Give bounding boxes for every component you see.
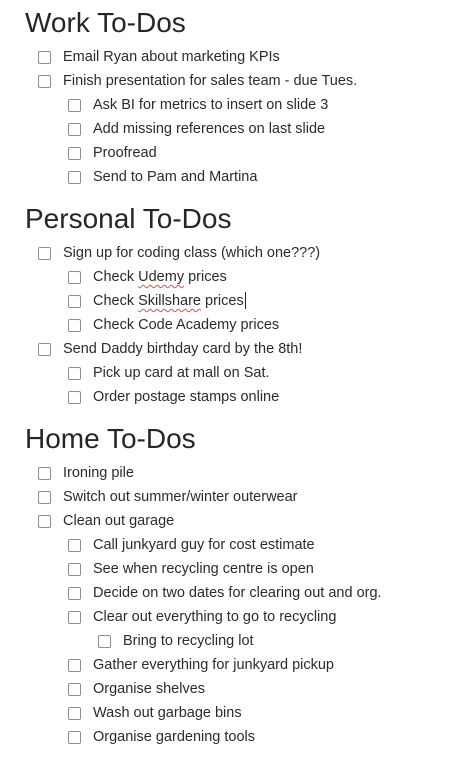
misspelled-word: Skillshare [138,293,201,309]
todo-label[interactable]: Add missing references on last slide [93,121,326,137]
todo-checkbox[interactable] [68,99,81,112]
todo-checkbox[interactable] [68,147,81,160]
todo-checkbox[interactable] [68,611,81,624]
todo-label[interactable]: Organise shelves [93,681,206,697]
todo-subitem [68,93,328,117]
todo-checkbox[interactable] [38,491,51,504]
todo-subitem [68,533,315,557]
todo-subitem [68,581,382,605]
todo-subitem [68,385,279,409]
label-suffix: prices [201,293,244,309]
todo-checkbox[interactable] [68,563,81,576]
todo-checkbox[interactable] [38,247,51,260]
todo-checkbox[interactable] [38,467,51,480]
todo-checkbox[interactable] [68,367,81,380]
todo-checkbox[interactable] [68,539,81,552]
todo-subitem [68,313,279,337]
todo-label[interactable]: Call junkyard guy for cost estimate [93,537,315,553]
todo-label[interactable]: Finish presentation for sales team - due Tues. [63,73,358,89]
todo-checkbox[interactable] [68,171,81,184]
todo-subitem [68,265,227,289]
todo-label[interactable]: Decide on two dates for clearing out and org. [93,585,382,601]
todo-subitem [68,557,314,581]
todo-label[interactable]: Pick up card at mall on Sat. [93,365,270,381]
todo-checkbox[interactable] [68,391,81,404]
todo-label[interactable]: Email Ryan about marketing KPIs [63,49,280,65]
todo-label[interactable]: Clean out garage [63,513,175,529]
todo-checkbox[interactable] [98,635,111,648]
todo-subitem [68,605,336,629]
todo-subitem [68,653,334,677]
label-prefix: Check [93,293,139,309]
todo-item [38,69,357,93]
todo-subitem [68,117,325,141]
todo-label[interactable]: See when recycling centre is open [93,561,314,577]
todo-item [38,241,320,265]
todo-label[interactable]: Send to Pam and Martina [93,169,258,185]
todo-label[interactable]: Wash out garbage bins [93,705,242,721]
todo-item [38,45,280,69]
todo-checkbox[interactable] [68,123,81,136]
label-prefix: Check [93,269,139,285]
todo-label[interactable]: Clear out everything to go to recycling [93,609,337,625]
todo-label[interactable]: Order postage stamps online [93,389,280,405]
todo-subitem [68,141,157,165]
todo-label[interactable]: Switch out summer/winter outerwear [63,489,298,505]
todo-subitem [68,165,257,189]
todo-label[interactable]: Send Daddy birthday card by the 8th! [63,341,303,357]
todo-subitem [68,725,255,749]
todo-label[interactable]: Ask BI for metrics to insert on slide 3 [93,97,329,113]
todo-label[interactable] [93,289,246,313]
todo-subsubitem [98,629,254,653]
todo-label[interactable]: Ironing pile [63,465,134,481]
todo-checkbox[interactable] [68,659,81,672]
todo-checkbox[interactable] [68,707,81,720]
todo-label[interactable]: Proofread [93,145,157,161]
todo-checkbox[interactable] [38,75,51,88]
section-title-work: Work To-Dos [25,7,186,38]
todo-subitem [68,289,246,313]
todo-subitem [68,701,242,725]
todo-item [38,485,298,509]
todo-checkbox[interactable] [68,319,81,332]
todo-item [38,509,174,533]
todo-label[interactable]: Check Code Academy prices [93,317,280,333]
todo-subitem [68,677,205,701]
todo-label[interactable] [93,265,227,289]
todo-subitem [68,361,270,385]
todo-label[interactable]: Gather everything for junkyard pickup [93,657,334,673]
todo-checkbox[interactable] [38,343,51,356]
todo-checkbox[interactable] [38,515,51,528]
misspelled-word: Udemy [138,269,185,285]
todo-label[interactable]: Organise gardening tools [93,729,256,745]
todo-label[interactable]: Sign up for coding class (which one???) [63,245,321,261]
todo-checkbox[interactable] [68,271,81,284]
todo-item [38,461,134,485]
todo-item [38,337,302,361]
todo-checkbox[interactable] [68,683,81,696]
label-suffix: prices [184,269,227,285]
todo-checkbox[interactable] [68,295,81,308]
todo-checkbox[interactable] [68,587,81,600]
text-cursor [245,292,246,309]
todo-checkbox[interactable] [68,731,81,744]
section-title-personal: Personal To-Dos [25,203,232,234]
section-title-home: Home To-Dos [25,423,196,454]
todo-checkbox[interactable] [38,51,51,64]
todo-label[interactable]: Bring to recycling lot [123,633,254,649]
